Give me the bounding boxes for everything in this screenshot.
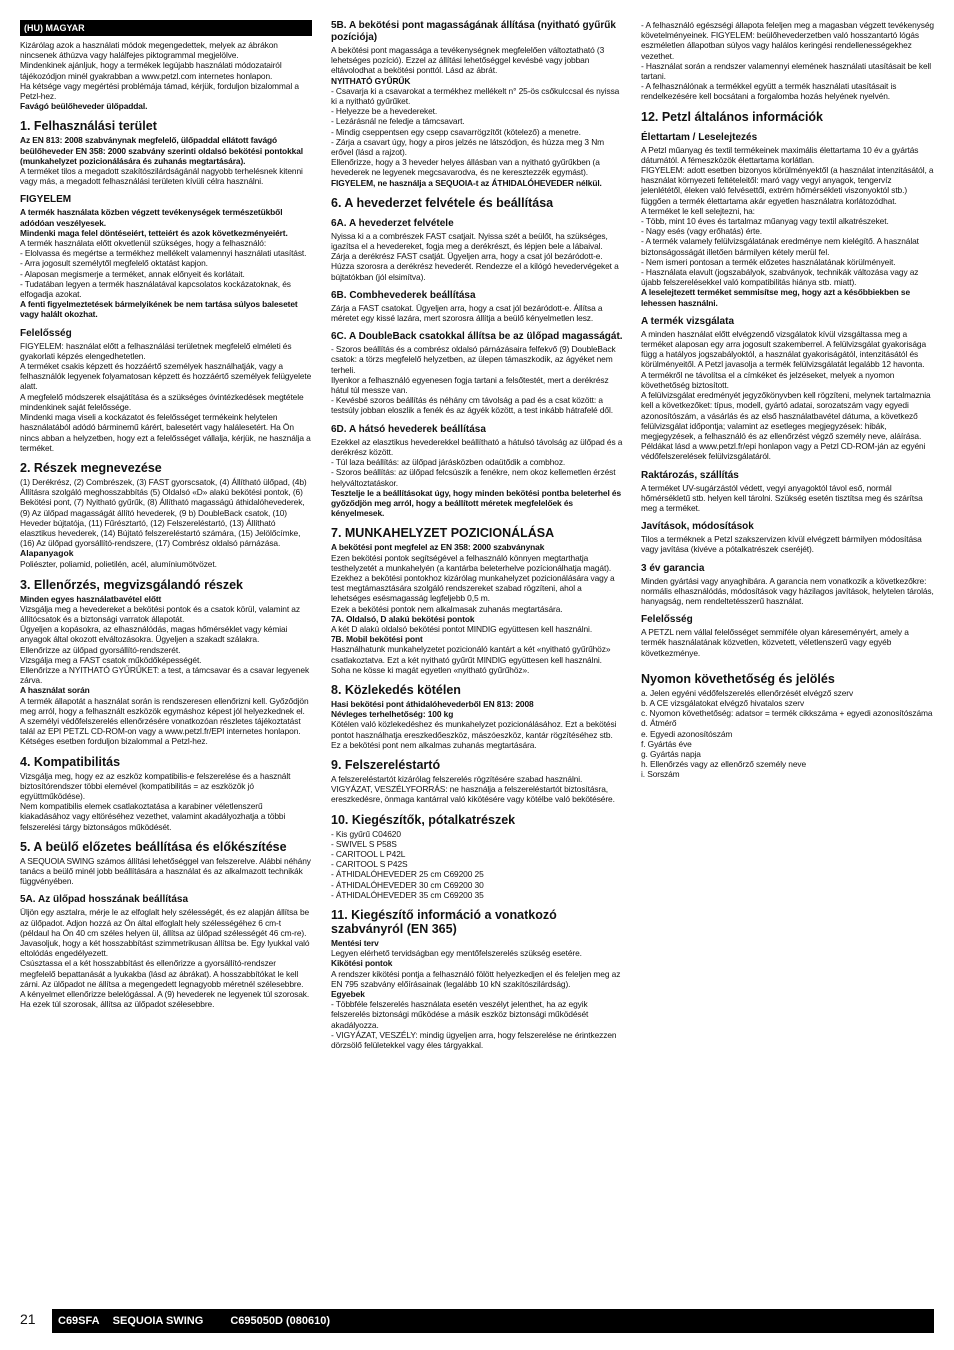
- section-text: Vizsgálja meg, hogy ez az eszköz kompatibilis-e felszerelése és a használt biztosítórendszer többi elemével (kompatibilitás = az eszközök jó együttműködése). Nem kompatibilis elemek csatlakoztatása a karabiner véletlenszerű kiakadásához vagy eltöréséhez vezethet, valamint akadályozhatja a többi felszerelési tárgy biztonságos működését.: [20, 770, 291, 832]
- storage-block: [641, 470, 934, 514]
- section-11: [331, 908, 623, 1050]
- responsibility-title: Felelősség: [20, 327, 72, 339]
- intro-text: Kizárólag azok a használati módok megengedettek, melyek az ábrákon nincsenek áthúzva vagy halálfejes piktogrammal megjelölve. Mindenkinek ajánljuk, hogy a termékek legújabb használati módozatairól tájékozódjon minél gyakrabban a www.petzl.com internetes honlapon. Ha kétsége vagy megértési problémája támad, kérjük, forduljon bizalommal a Petzl-hez.: [20, 40, 299, 102]
- responsibility-text: FIGYELEM: használat előtt a felhasználási területnek megfelelő elméleti és gyakorlati képzés elengedhetetlen. A terméket csakis képzett és hozzáértő személyek használhatják, vagy a felhasználók legyenek folyamatosan képzett és hozzáértő személyek felügyelete alatt. A megfelelő módszerek elsajátítása és a szükséges óvintézkedések megtétele mindenkinek saját felelőssége. Mindenki maga viseli a kockázatot és felelősséget termékeink helytelen használatából adódó bárminemű kárért, balesetért vagy halálesetért. Ha Ön nincs abban a helyzetben, hogy ezt a felelősséget vállalja, kérjük, ne használja a terméket.: [20, 340, 312, 453]
- section-2: [20, 461, 312, 570]
- warning-title: FIGYELEM: [20, 194, 72, 206]
- section-title: 5. A beülő előzetes beállítása és előkészítése: [20, 839, 287, 854]
- column-2: [331, 20, 623, 1058]
- storage-title: Raktározás, szállítás: [641, 469, 739, 481]
- section-10: [331, 813, 623, 900]
- materials-title: Alapanyagok: [20, 548, 74, 559]
- section-text: - A felhasználó egészségi állapota feleljen meg a magasban végzett tevékenység követelményeinek. FIGYELEM: beülőhevederzetben való hosszantartó lógás eszméletlen állapotban súlyos vagy halálos keringési rendellenességekhez vezethet. - Használat során a rendszer valamennyi elemének használati utasításait be kell tartani. - A felhasználónak a termékkel együtt a termék használati utasításait is rendelkezésére kell bocsátani a forgalomba hozás helyének nyelvén.: [641, 20, 934, 102]
- section-5b: [331, 20, 623, 188]
- lifetime-title: Élettartam / Leselejtezés: [641, 131, 758, 143]
- section-title: 4. Kompatibilitás: [20, 754, 121, 769]
- page-number: 21: [20, 1311, 36, 1327]
- subsection-title: Hasi bekötési pont áthidalóhevederből EN 813: 2008 Névleges terhelhetőség: 100 kg: [331, 698, 534, 720]
- section-title: 6. A hevederzet felvétele és beállítása: [331, 195, 554, 210]
- section-text: A bekötési pont magassága a tevékenységnek megfelelően változtatható (3 lehetséges pozíció). Ezzel az állítási lehetőséggel kevésbé vagy jobban eltávolodhat a bekötési ponttól. Lásd az ábrát.: [331, 45, 605, 76]
- liability-text: A PETZL nem vállal felelősséget semmiféle olyan káreseményért, amely a termék használatának közvetlen, közvetett, véletlenszerű vagy egyéb következménye.: [641, 627, 909, 658]
- warranty-text: Minden gyártási vagy anyaghibára. A garancia nem vonatkozik a következőkre: normális elhasználódás, módosítások vagy házilagos javítások, helytelen tárolás, hanyagság, nem rendeltetésszerű használat.: [641, 575, 934, 606]
- section-11-continued: [641, 20, 934, 102]
- section-3: [20, 578, 312, 747]
- section-title: 1. Felhasználási terület: [20, 119, 157, 134]
- section-title: 10. Kiegészítők, pótalkatrészek: [331, 812, 516, 827]
- document-code: C695050D (080610): [230, 1315, 331, 1327]
- section-title: 8. Közlekedés kötélen: [331, 682, 461, 697]
- section-text: Vizsgálja meg a hevedereket a bekötési pontok és a csatok körül, valamint az állítócsatok és a biztonsági varratok állapotát. Ügyeljen a kopásokra, az elhasználódás, magas hőmérséklet vagy kémiai anyagok által okozott elváltozásokra. Ügyeljen a szakadt szálakra. Ellenőrizze az ülőpad gyorsállító-rendszerét. Vizsgálja meg a FAST csatok működőképességét. Ellenőrizze a NYITHATÓ GYŰRŰKET: a test, a támcsavar és a csavar legyenek zárva.: [20, 603, 310, 686]
- warning-bold-2: A fenti figyelmeztetések bármelyikének be nem tartása súlyos balesetet vagy halált okozhat.: [20, 299, 298, 320]
- footer-bar: [52, 1309, 934, 1333]
- section-text: A termék állapotát a használat során is rendszeresen ellenőrizni kell. Győződjön meg arról, hogy a felhasznált eszközök egymáshoz képest jól helyezkednek el. A személyi védőfelszerelés ellenőrzésére vonatkozóan részletes tájékoztatást talál az EPI PETZL CD-ROM-on vagy a www.petzl.fr/EPI internetes honlapon. Kétséges esetben forduljon bizalommal a Petzl-hez.: [20, 695, 309, 747]
- lifetime-text: A Petzl műanyag és textil termékeinek maximális élettartama 10 év a gyártás dátumától. A fémeszközök élettartama korlátlan. FIGYELEM: adott esetben bizonyos körülményektől (a használat intenzitásától, a használat környezeti feltételeitől: maró vagy vegyi anyagok, tengervíz jelenlététől, éleken való felvésettől, extrém hőmérsékleti viszonyoktól stb.) függően a termék élettartama akár egyetlen használatra korlátozódhat. A terméket le kell selejtezni, ha: - Több, mint 10 éves és tartalmaz műanyag vagy textil alkatrészeket. - Nagy esés (vagy erőhatás) érte. - A termék valamely felülvizsgálatának eredménye nem kielégítő. A használat biztonságosságát illetően bármilyen kétely merül fel. - Nem ismeri pontosan a termék előzetes használatának körülményeit. - Használata elavult (jogszabályok, szabványok, technikák változása vagy az újabb felszerelésekkel való kompatibilitás hiánya stb. miatt).: [641, 144, 934, 288]
- footer: [20, 1309, 934, 1333]
- lifetime-block: [641, 132, 934, 308]
- section-text: (1) Derékrész, (2) Combrészek, (3) FAST gyorscsatok, (4) Állítható ülőpad, (4b) Állításra szolgáló meghosszabbítás (5) Oldalsó «D» alakú bekötési pontok, (6) Bekötési pont, (7) Nyitható gyűrűk, (8) Állítható magasságú áthidalóhevederek, (9) Az ülőpad magasságát állító hevederek, (9 b) DoubleBack csatok, (10) Heveder bújtatója, (11) Fűrésztartó, (12) Felszereléstartó, (13) Állítható elasztikus hevederek, (14) Bújtató felszereléstartó számára, (15) Jelölőcímke, (16) Az ülőpad gyorsállító-rendszere, (17) Combrész oldalsó párnázása.: [20, 476, 307, 549]
- section-text: - Szoros beállítás és a combrész oldalsó párnázásaira felfekvő (9) DoubleBack csatok: a törzs megfelelő helyzetben, az ülepen támaszkodik, az ágyéket nem terheli. Ilyenkor a felhasználó egyenesen fogja tartani a felsőtestét, mert a derékrész hátul túl messze van. - Kevésbé szoros beállítás és néhány cm távolság a pad és a csat között: a testsúly jobban eloszlik a fenék és az ágyék között, a test inkább hátrafelé dől.: [331, 344, 616, 416]
- section-text: A rendszer kikötési pontja a felhasználó fölött helyezkedjen el és feleljen meg az EN 795 szabvány előírásainak (legalább 10 kN szakítószilárdság).: [331, 968, 621, 989]
- inspection-block: [641, 316, 934, 462]
- section-6a: [331, 218, 623, 282]
- liability-block: [641, 614, 934, 658]
- section-text: Nyissa ki a a combrészek FAST csatjait. Nyissa szét a beülőt, ha szükséges, igazítsa el a hevedereket, fogja meg a derékrészt, és lépjen bele a lábaival. Zárja a derékrész FAST csatját. Ügyeljen arra, hogy a csat jól bezáródott-e. Húzza szorosra a derékrész hevederét. Rendezze el a kilógó hevedervégeket a bújtatókban (jól elsimítva).: [331, 230, 619, 282]
- section-text: - Többféle felszerelés használata esetén veszélyt jelenthet, ha az egyik felszerelés biztonsági működése a másik eszköz biztonsági működését akadályozza. - VIGYÁZAT, VESZÉLY: mindig ügyeljen arra, hogy felszerelése ne érintkezzen dörzsölő felületekkel vagy éles tárgyakkal.: [331, 999, 617, 1051]
- section-title: 6A. A hevederzet felvétele: [331, 217, 454, 229]
- section-6d: [331, 424, 623, 519]
- repairs-block: [641, 521, 934, 554]
- subsection-title: A bekötési pont megfelel az EN 358: 2000 szabványnak: [331, 542, 545, 553]
- subsection-title: NYITHATÓ GYŰRŰK: [331, 75, 411, 86]
- section-bold: Az EN 813: 2008 szabványnak megfelelő, ülőpaddal ellátott favágó beülőheveder EN 358: 2000 szabvány szerinti oldalsó bekötési pontokkal (munkahelyzet pozicionálására és zuhanás megtartására).: [20, 135, 303, 166]
- section-text: - Kis gyűrű C04620 - SWIVEL S P58S - CARITOOL L P42L - CARITOOL S P42S - ÁTHIDALÓHEVEDER 25 cm C69200 25 - ÁTHIDALÓHEVEDER 30 cm C69200 30 - ÁTHIDALÓHEVEDER 35 cm C69200 35: [331, 828, 484, 900]
- section-title: 7. MUNKAHELYZET POZICIONÁLÁSA: [331, 526, 555, 541]
- section-6: [331, 196, 623, 210]
- subsection-title: Kikötési pontok: [331, 958, 393, 969]
- section-text: Zárja a FAST csatokat. Ügyeljen arra, hogy a csat jól bezáródott-e. Állítsa a méretet egy kissé lazára, mert szorosra állítja a beülő kényelmetlen lesz.: [331, 302, 603, 324]
- section-text: - Csavarja ki a csavarokat a termékhez mellékelt n° 25-ös csőkulccsal és nyissa ki a nyitható gyűrűket. - Helyezze be a hevedereket. - Lezárásnál ne feledje a támcsavart. - Mindig cseppentsen egy csepp csavarrögzítőt (kötelező) a menetre. - Zárja a csavart úgy, hogy a piros jelzés ne látszódjon, és húzza meg 3 Nm erővel (lásd a rajzot). Ellenőrizze, hogy a 3 heveder helyes állásban van a nyitható gyűrűkben (a hevederek ne legyenek megcsavarodva, és ne keresztezzék egymást).: [331, 85, 620, 178]
- traceability-block: [641, 672, 934, 780]
- warning-bold: A termék használata közben végzett tevékenységek természetükből adódóan veszélyesek. Mindenki maga felel döntéseiért, tetteiért és azok következményeiért.: [20, 207, 288, 238]
- liability-title: Felelősség: [641, 614, 693, 626]
- subsection-title: 7A. Oldalsó, D alakú bekötési pontok: [331, 613, 475, 624]
- storage-text: A terméket UV-sugárzástól védett, vegyi anyagoktól távol eső, normál hőmérsékletű stb. helyen kell tárolni. Szükség esetén tisztítsa meg és szárítsa meg a terméket.: [641, 482, 923, 513]
- lifetime-bold: A leselejtezett terméket semmisítse meg, hogy azt a későbbiekben se lehessen használni.: [641, 287, 911, 308]
- intro-block: [20, 40, 312, 111]
- section-title: 2. Részek megnevezése: [20, 460, 162, 475]
- inspection-text: A minden használat előtt elvégzendő vizsgálatok kívül vizsgáltassa meg a terméket alaposan egy arra jogosult szakemberrel. A felülvizsgálat gyakorisága függ a hatályos jogszabályoktól, a használat gyakoriságától, intenzitásától és körülményeitől. A Petzl javasolja a termék felülvizsgálatát legalább 12 havonta. A termékről ne távolítsa el a címkéket és jelzéseket, melyek a nyomon követhetőség biztosított. A felülvizsgálat eredményét jegyzőkönyvben kell rögzíteni, melynek tartalmaznia kell a következőket: típus, modell, gyártó adatai, sorozatszám vagy egyedi azonosítószám, a vásárlás és az első használatbavétel dátuma, a következő felülvizsgálat időpontja; valamint az esetleges megjegyzések: hibák, megjegyzések, a felhasználó és az ellenőrzést végző személy neve, aláírása. Példákat lásd a www.petzl.fr/epi honlapon vagy a Petzl CD-ROM-ján az egyéni védőfelszerelések felülvizsgálatáról.: [641, 328, 931, 462]
- product-name: SEQUOIA SWING: [112, 1315, 204, 1327]
- warning-block: [20, 194, 312, 319]
- product-reference: C69SFA: [58, 1315, 100, 1327]
- warning-text: A termék használata előtt okvetlenül szükséges, hogy a felhasználó: - Elolvassa és megértse a termékhez mellékelt valamennyi használati utasítást. - Arra jogosult személytől megfelelő oktatást kapjon. - Alaposan megismerje a terméket, annak előnyeit és korlátait. - Tudatában legyen a termék használatával kapcsolatos kockázatoknak, és elfogadja azokat.: [20, 238, 307, 300]
- language-header: (HU) MAGYAR: [20, 20, 312, 36]
- repairs-title: Javítások, módosítások: [641, 521, 754, 533]
- section-title: 5B. A bekötési pont magasságának állítása (nyitható gyűrűk pozíciója): [331, 20, 616, 43]
- materials-text: Poliészter, poliamid, polietilén, acél, alumíniumötvözet.: [20, 559, 217, 570]
- section-7: [331, 526, 623, 675]
- traceability-title: Nyomon követhetőség és jelölés: [641, 671, 835, 686]
- section-text: Ezekkel az elasztikus hevederekkel beállítható a hátulsó távolság az ülőpad és a derékrész között. - Túl laza beállítás: az ülőpad járásközben odaütődik a combhoz. - Szoros beállítás: az ülőpad felcsúszik a fenékre, nem okoz kellemetlen érzést helyváltoztatáskor.: [331, 436, 623, 488]
- section-5a: [20, 894, 312, 1009]
- section-bold: FIGYELEM, ne használja a SEQUOIA-t az ÁTHIDALÓHEVEDER nélkül.: [331, 177, 602, 188]
- section-title: 11. Kiegészítő információ a vonatkozó szabványról (EN 365): [331, 908, 557, 936]
- column-3: [641, 20, 934, 788]
- inspection-title: A termék vizsgálata: [641, 315, 735, 327]
- repairs-text: Tilos a terméknek a Petzl szakszervizen kívül elvégzett bármilyen módosítása vagy javítása (kivéve a pótalkatrészek cseréjét).: [641, 534, 922, 555]
- section-5: [20, 840, 312, 887]
- section-text: A SEQUOIA SWING számos állítási lehetőséggel van felszerelve. Alábbi néhány tanács a beülő minél jobb beállítására a használat és az alkalmazott technikák függvényében.: [20, 855, 311, 887]
- section-12: [641, 110, 934, 124]
- warranty-block: [641, 563, 934, 607]
- section-text: Kötélen való közlekedéshez és munkahelyzet pozicionálásához. Ezt a bekötési pontot használhatja ereszkedőeszköz, mászóeszköz, kantár rögzítéséhez stb. Ez a bekötési pont nem alkalmas zuhanás megtartására.: [331, 719, 617, 750]
- section-6c: [331, 331, 623, 415]
- section-title: 5A. Az ülőpad hosszának beállítása: [20, 894, 189, 906]
- section-text: Legyen elérhető tervidságban egy mentőfelszerelés szükség esetére.: [331, 948, 582, 959]
- section-6b: [331, 290, 623, 323]
- traceability-text: a. Jelen egyéni védőfelszerelés ellenőrzését elvégző szerv b. A CE vizsgálatokat elvégző hivatalos szerv c. Nyomon követhetőség: adatsor = termék cikkszáma + egyedi azonosítószáma d. Átmérő e. Egyedi azonosítószám f. Gyártás éve g. Gyártás napja h. Ellenőrzés vagy az ellenőrző személy neve i. Sorszám: [641, 687, 933, 780]
- section-title: 6C. A DoubleBack csatokkal állítsa be az ülőpad magasságát.: [331, 331, 623, 343]
- section-title: 3. Ellenőrzés, megvizsgálandó részek: [20, 577, 244, 592]
- subsection-title: 7B. Mobil bekötési pont: [331, 634, 423, 645]
- subsection-title: Egyebek: [331, 989, 365, 1000]
- section-title: 6B. Combhevederek beállítása: [331, 289, 476, 301]
- section-4: [20, 755, 312, 832]
- section-text: Ezen bekötési pontok segítségével a felhasználó könnyen megtarthatja testhelyzetét a munkahelyén (a kantárba beleterhelve pozícionálhatja magát). Ezekhez a bekötési pontokhoz kizárólag munkahelyzet pozicionálására vagy a test megtámasztására szolgáló rendszereket szabad rögzíteni, ahol a lehetséges esésmagasság legfeljebb 0,5 m. Ezek a bekötési pontok nem alkalmasak zuhanás megtartására.: [331, 552, 615, 614]
- subsection-title: A használat során: [20, 685, 90, 696]
- section-title: 6D. A hátsó hevederek beállítása: [331, 423, 486, 435]
- section-text: A két D alakú oldalsó bekötési pontot MINDIG együttesen kell használni.: [331, 623, 593, 634]
- intro-bold: Favágó beülőheveder ülőpaddal.: [20, 101, 148, 112]
- section-text: A felszereléstartót kizárólag felszerelés rögzítésére szabad használni. VIGYÁZAT, VESZÉLYFORRÁS: ne használja a felszereléstartót biztosításra, ereszkedésre, önmaga kantárral való kikötésére vagy kötélbe való bekötésére.: [331, 773, 615, 805]
- section-1: [20, 119, 312, 186]
- column-1: [20, 20, 312, 1017]
- section-9: [331, 758, 623, 805]
- section-8: [331, 683, 623, 750]
- section-bold: Tesztelje le a beállításokat úgy, hogy minden bekötési pontba beleterhel és győződjön meg arról, hogy a beállított méretek megfelelőek és kényelmesek.: [331, 487, 622, 519]
- section-text: Használhatunk munkahelyzetet pozicionáló kantárt a két «nyitható gyűrűhöz» csatlakoztatva. Ezt a két nyitható gyűrűt MINDIG együttesen kell használni. Soha ne kösse ki magát egyetlen «nyitható gyűrűhöz».: [331, 644, 611, 675]
- section-title: 12. Petzl általános információk: [641, 109, 824, 124]
- section-text: Üljön egy asztalra, mérje le az elfoglalt hely szélességét, és ez alapján állítsa be az ülőpadot. Adjon hozzá az Ön által elfoglalt hely szélességéhez 6 cm-t (példaul ha Ön 40 cm széles helyen ül, állítsa az ülőpad szélességét 46 cm-re). Javasoljuk, hogy a két hosszabbítást szimmetrikusan állítsa be. Egy lyukkal való eltolódás engedélyezett. Csúsztassa el a két hosszabbítást és ellenőrizze a gyorsállító-rendszer megfelelő bepattanását a lyukakba (lásd az ábrákat). A hosszabbítókat le kell zárni. Az ülőpadot ne állítsa a megengedett legnagyobb méretnél szélesebbre. A kényelmet ellenőrizze belelógással. A (9) hevederek ne legyenek túl szorosak. Ha ezek túl szorosak, állítsa az ülőpadot szélesebbre.: [20, 907, 310, 1010]
- section-title: 9. Felszereléstartó: [331, 757, 441, 772]
- subsection-title: Mentési terv: [331, 938, 379, 948]
- section-text: A terméket tilos a megadott szakítószilárdságánál nagyobb terhelésnek kitenni vagy más, a megadott felhasználási területen kívüli célra használni.: [20, 166, 303, 187]
- responsibility-block: [20, 328, 312, 453]
- subsection-title: Minden egyes használatbavétel előtt: [20, 593, 162, 604]
- warranty-title: 3 év garancia: [641, 562, 705, 574]
